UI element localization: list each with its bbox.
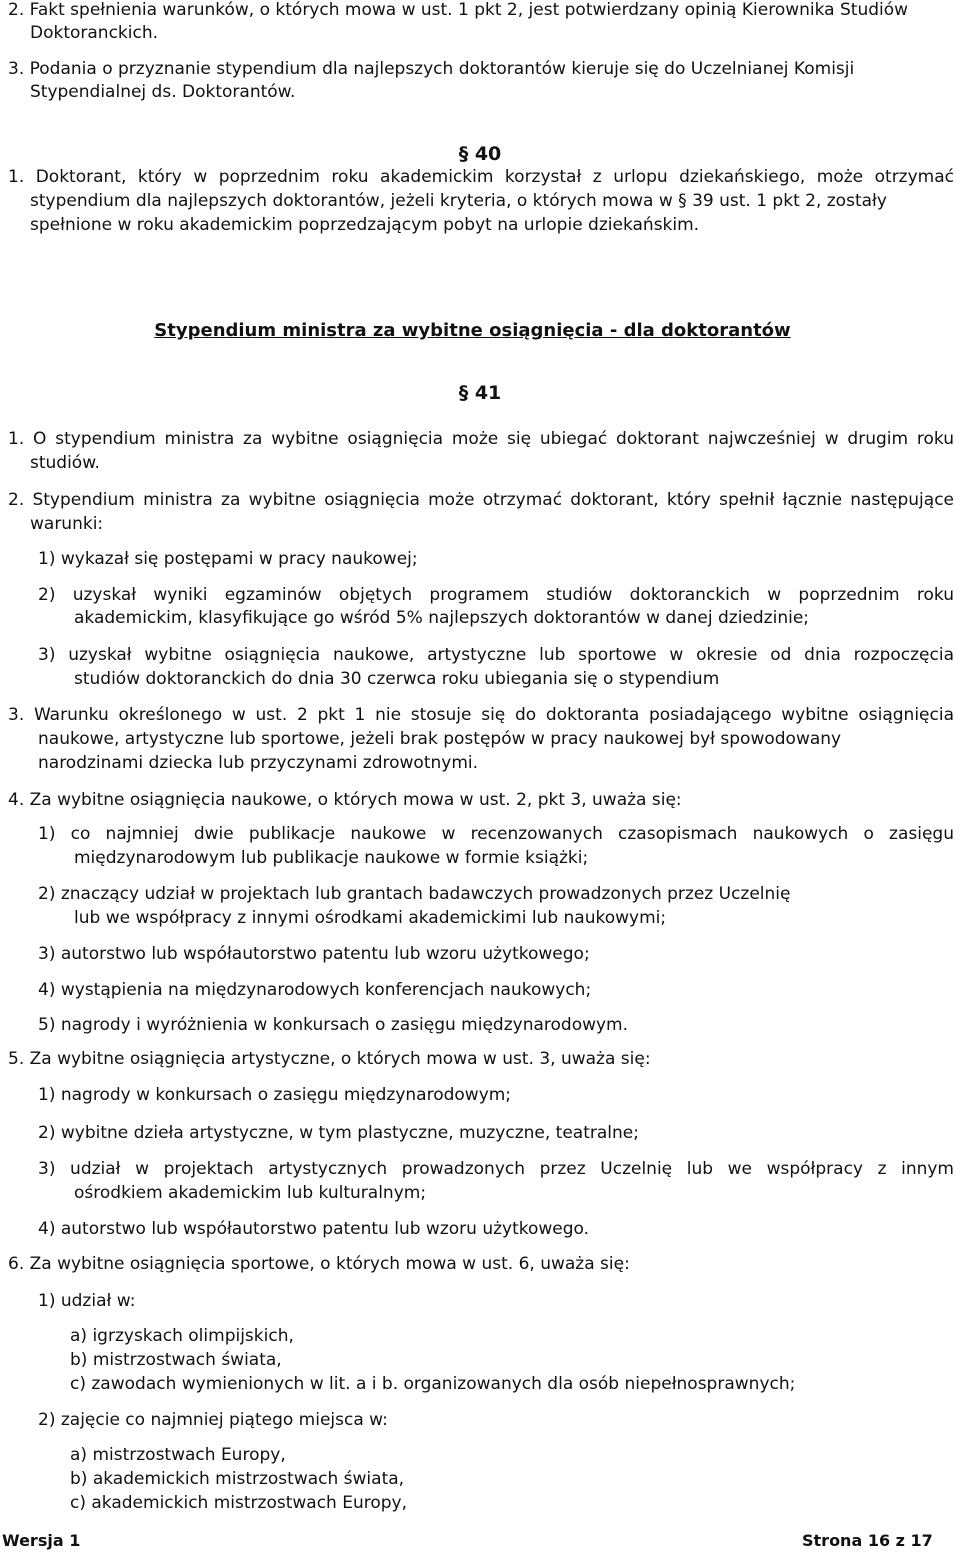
list-item: 2) uzyskał wyniki egzaminów objętych programem studiów doktoranckich w poprzednim roku (38, 585, 954, 605)
sub-list-item: c) zawodach wymienionych w lit. a i b. organizowanych dla osób niepełnosprawnych; (70, 1374, 796, 1394)
paragraph-line: 6. Za wybitne osiągnięcia sportowe, o których mowa w ust. 6, uważa się: (8, 1254, 630, 1274)
section-heading: § 41 (458, 382, 502, 404)
list-item: 3) autorstwo lub współautorstwo patentu lub wzoru użytkowego; (38, 944, 590, 964)
paragraph-line: 5. Za wybitne osiągnięcia artystyczne, o których mowa w ust. 3, uważa się: (8, 1049, 651, 1069)
paragraph-line: spełnione w roku akademickim poprzedzającym pobyt na urlopie dziekańskim. (30, 215, 700, 235)
list-item: 1) wykazał się postępami w pracy naukowej; (38, 549, 418, 569)
list-item: 4) wystąpienia na międzynarodowych konferencjach naukowych; (38, 980, 592, 1000)
paragraph-line: Stypendialnej ds. Doktorantów. (30, 82, 296, 102)
footer-page-number: Strona 16 z 17 (802, 1531, 933, 1550)
paragraph-line (8, 0, 954, 22)
paragraph-line: narodzinami dziecka lub przyczynami zdrowotnymi. (38, 753, 479, 773)
list-item-cont: studiów doktoranckich do dnia 30 czerwca roku ubiegania się o stypendium (74, 669, 720, 689)
list-item: 3) udział w projektach artystycznych prowadzonych przez Uczelnię lub we współpracy z innym (38, 1159, 954, 1179)
sub-list-item: b) mistrzostwach świata, (70, 1350, 282, 1370)
list-item: 4) autorstwo lub współautorstwo patentu lub wzoru użytkowego. (38, 1219, 590, 1239)
list-item-cont: międzynarodowym lub publikacje naukowe w formie książki; (74, 848, 589, 868)
paragraph-line: 1. O stypendium ministra za wybitne osiągnięcia może się ubiegać doktorant najwcześniej w drugim roku (8, 429, 954, 449)
paragraph-line: studiów. (30, 453, 100, 473)
list-item: 1) udział w: (38, 1291, 136, 1311)
line-text: 2. Fakt spełnienia warunków, o których mowa w ust. 1 pkt 2, jest potwierdzany opinią Kierownika Studiów (8, 0, 909, 20)
paragraph-line: warunki: (30, 514, 104, 534)
paragraph-line: 1. Doktorant, który w poprzednim roku akademickim korzystał z urlopu dziekańskiego, może otrzymać (8, 167, 954, 187)
paragraph-line: 4. Za wybitne osiągnięcia naukowe, o których mowa w ust. 2, pkt 3, uważa się: (8, 790, 682, 810)
list-item: 1) co najmniej dwie publikacje naukowe w recenzowanych czasopismach naukowych o zasięgu (38, 824, 954, 844)
paragraph-line: 3. Podania o przyznanie stypendium dla najlepszych doktorantów kieruje się do Uczelnianej Komisji (8, 59, 855, 79)
sub-list-item: a) mistrzostwach Europy, (70, 1445, 286, 1465)
list-item: 2) zajęcie co najmniej piątego miejsca w: (38, 1410, 388, 1430)
paragraph-line: Doktoranckich. (30, 23, 159, 43)
sub-list-item: c) akademickich mistrzostwach Europy, (70, 1493, 408, 1513)
list-item-cont: ośrodkiem akademickim lub kulturalnym; (74, 1183, 427, 1203)
paragraph-line: 3. Warunku określonego w ust. 2 pkt 1 nie stosuje się do doktoranta posiadającego wybitne osiągnięcia (8, 705, 954, 725)
footer-version: Wersja 1 (2, 1531, 81, 1550)
list-item: 1) nagrody w konkursach o zasięgu międzynarodowym; (38, 1085, 512, 1105)
paragraph-line: stypendium dla najlepszych doktorantów, jeżeli kryteria, o których mowa w § 39 ust. 1 pkt 2, zostały (30, 191, 887, 211)
list-item-cont: lub we współpracy z innymi ośrodkami akademickimi lub naukowymi; (74, 908, 667, 928)
list-item: 2) znaczący udział w projektach lub grantach badawczych prowadzonych przez Uczelnię (38, 884, 791, 904)
sub-list-item: a) igrzyskach olimpijskich, (70, 1326, 294, 1346)
list-item: 2) wybitne dzieła artystyczne, w tym plastyczne, muzyczne, teatralne; (38, 1123, 639, 1143)
paragraph-line: naukowe, artystyczne lub sportowe, jeżeli brak postępów w pracy naukowej był spowodowany (38, 729, 842, 749)
list-item-cont: akademickim, klasyfikujące go wśród 5% najlepszych doktorantów w danej dziedzinie; (74, 608, 810, 628)
list-item: 3) uzyskał wybitne osiągnięcia naukowe, artystyczne lub sportowe w okresie od dnia rozpoczęcia (38, 645, 954, 665)
section-heading: § 40 (458, 143, 502, 165)
paragraph-line: 2. Stypendium ministra za wybitne osiągnięcia może otrzymać doktorant, który spełnił łącznie następujące (8, 490, 954, 510)
list-item: 5) nagrody i wyróżnienia w konkursach o zasięgu międzynarodowym. (38, 1015, 629, 1035)
section-title: Stypendium ministra za wybitne osiągnięcia - dla doktorantów (154, 320, 791, 341)
sub-list-item: b) akademickich mistrzostwach świata, (70, 1469, 405, 1489)
